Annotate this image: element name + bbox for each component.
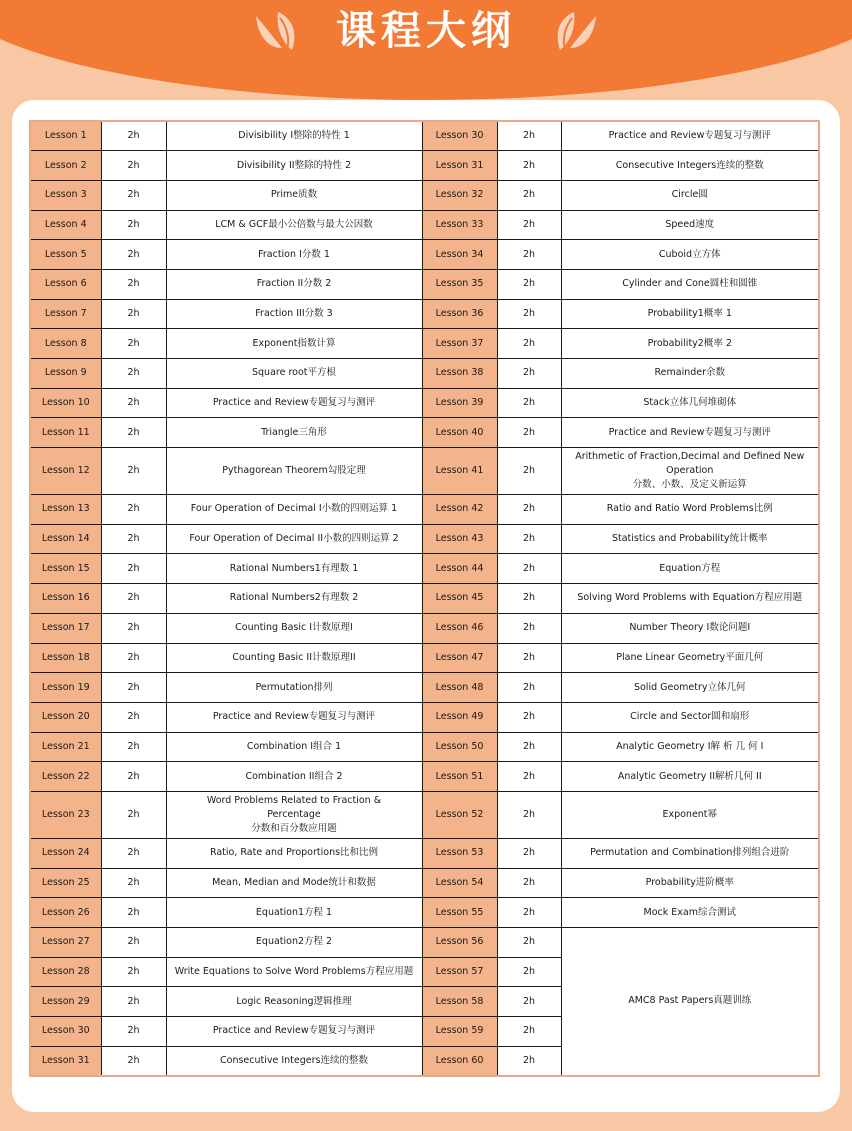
table-row <box>30 732 819 762</box>
topic-line: Divisibility I整除的特性 1 <box>238 130 350 142</box>
lesson-number-cell: Lesson 42 <box>422 495 497 525</box>
lesson-number-cell: Lesson 12 <box>30 448 101 495</box>
lesson-number-cell: Lesson 21 <box>30 732 101 762</box>
topic-line: Four Operation of Decimal II小数的四则运算 2 <box>189 533 399 545</box>
duration-cell: 2h <box>101 448 166 495</box>
lesson-number-cell: Lesson 44 <box>422 554 497 584</box>
topic-cell <box>166 957 422 987</box>
duration-cell: 2h <box>497 643 561 673</box>
duration-cell: 2h <box>497 1017 561 1047</box>
lesson-number-cell: Lesson 59 <box>422 1017 497 1047</box>
lesson-number-cell: Lesson 56 <box>422 928 497 958</box>
duration-cell: 2h <box>497 838 561 868</box>
lesson-number-cell: Lesson 54 <box>422 868 497 898</box>
lesson-number-cell: Lesson 5 <box>30 240 101 270</box>
lesson-number-cell: Lesson 8 <box>30 329 101 359</box>
topic-cell <box>166 495 422 525</box>
duration-cell: 2h <box>497 928 561 958</box>
topic-line: Square root平方根 <box>251 367 336 379</box>
topic-line: Triangle三角形 <box>261 426 327 438</box>
lesson-number-cell: Lesson 37 <box>422 329 497 359</box>
topic-line: Mock Exam综合测试 <box>643 906 736 918</box>
topic-cell <box>166 702 422 732</box>
topic-cell <box>166 329 422 359</box>
topic-line: Divisibility II整除的特性 2 <box>236 159 352 171</box>
topic-line: Analytic Geometry I解 析 几 何 I <box>616 740 764 752</box>
duration-cell: 2h <box>101 524 166 554</box>
lesson-number-cell: Lesson 43 <box>422 524 497 554</box>
topic-line: Statistics and Probability统计概率 <box>611 533 768 545</box>
lesson-number-cell: Lesson 2 <box>30 151 101 181</box>
syllabus-table <box>29 120 820 1077</box>
topic-line: Counting Basic I计数原理I <box>235 622 353 634</box>
topic-line: Fraction I分数 1 <box>258 248 330 260</box>
topic-cell <box>561 359 819 389</box>
table-row <box>30 329 819 359</box>
lesson-number-cell: Lesson 27 <box>30 928 101 958</box>
duration-cell: 2h <box>497 554 561 584</box>
topic-cell <box>561 643 819 673</box>
table-row <box>30 791 819 838</box>
topic-cell <box>561 418 819 448</box>
lesson-number-cell: Lesson 28 <box>30 957 101 987</box>
duration-cell: 2h <box>101 1017 166 1047</box>
lesson-number-cell: Lesson 36 <box>422 299 497 329</box>
duration-cell: 2h <box>101 584 166 614</box>
leaf-decoration-right-icon <box>538 8 600 54</box>
duration-cell: 2h <box>101 898 166 928</box>
duration-cell: 2h <box>101 1046 166 1076</box>
duration-cell: 2h <box>101 791 166 838</box>
lesson-number-cell: Lesson 35 <box>422 269 497 299</box>
topic-line: Plane Linear Geometry平面几何 <box>616 651 764 663</box>
table-row <box>30 269 819 299</box>
duration-cell: 2h <box>497 448 561 495</box>
topic-line: Probability进阶概率 <box>645 876 734 888</box>
duration-cell: 2h <box>497 762 561 792</box>
duration-cell: 2h <box>497 418 561 448</box>
topic-cell <box>561 613 819 643</box>
topic-cell <box>561 240 819 270</box>
topic-line: Logic Reasoning逻辑推理 <box>236 995 352 1007</box>
duration-cell: 2h <box>101 418 166 448</box>
duration-cell: 2h <box>101 928 166 958</box>
lesson-number-cell: Lesson 49 <box>422 702 497 732</box>
topic-line: 分数、小数、及定义新运算 <box>632 479 747 491</box>
topic-cell <box>561 732 819 762</box>
lesson-number-cell: Lesson 24 <box>30 838 101 868</box>
table-row <box>30 643 819 673</box>
lesson-number-cell: Lesson 34 <box>422 240 497 270</box>
lesson-number-cell: Lesson 38 <box>422 359 497 389</box>
topic-cell <box>561 838 819 868</box>
topic-line: Pythagorean Theorem勾股定理 <box>222 465 366 477</box>
topic-cell <box>561 388 819 418</box>
leaf-decoration-left-icon <box>252 8 314 54</box>
duration-cell: 2h <box>101 838 166 868</box>
topic-cell <box>166 180 422 210</box>
topic-line: Percentage <box>267 808 321 820</box>
topic-cell <box>166 1046 422 1076</box>
topic-line: Cuboid立方体 <box>658 248 721 260</box>
lesson-number-cell: Lesson 45 <box>422 584 497 614</box>
topic-line: Solving Word Problems with Equation方程应用题 <box>577 592 803 604</box>
topic-line: Circle圆 <box>671 189 708 201</box>
topic-cell <box>166 121 422 151</box>
topic-cell <box>166 1017 422 1047</box>
topic-cell <box>561 702 819 732</box>
duration-cell: 2h <box>497 388 561 418</box>
topic-line: Practice and Review专题复习与测评 <box>212 711 376 723</box>
topic-cell <box>561 495 819 525</box>
topic-line: Prime质数 <box>270 189 318 201</box>
table-row <box>30 898 819 928</box>
lesson-number-cell: Lesson 40 <box>422 418 497 448</box>
topic-cell <box>166 643 422 673</box>
topic-line: Combination I组合 1 <box>246 740 342 752</box>
duration-cell: 2h <box>101 732 166 762</box>
table-row <box>30 180 819 210</box>
topic-line: LCM & GCF最小公倍数与最大公因数 <box>215 218 373 230</box>
page-title: 课程大纲 <box>336 8 516 54</box>
topic-cell <box>166 868 422 898</box>
topic-cell <box>166 762 422 792</box>
header <box>0 0 852 62</box>
topic-cell <box>166 732 422 762</box>
table-row <box>30 928 819 958</box>
duration-cell: 2h <box>101 121 166 151</box>
lesson-number-cell: Lesson 14 <box>30 524 101 554</box>
topic-cell <box>561 791 819 838</box>
lesson-number-cell: Lesson 25 <box>30 868 101 898</box>
topic-cell <box>561 180 819 210</box>
duration-cell: 2h <box>101 613 166 643</box>
topic-cell <box>561 554 819 584</box>
duration-cell: 2h <box>101 495 166 525</box>
table-row <box>30 121 819 151</box>
topic-line: Consecutive Integers连续的整数 <box>615 159 764 171</box>
duration-cell: 2h <box>497 957 561 987</box>
table-row <box>30 418 819 448</box>
duration-cell: 2h <box>497 524 561 554</box>
table-row <box>30 151 819 181</box>
lesson-number-cell: Lesson 19 <box>30 673 101 703</box>
topic-cell <box>561 898 819 928</box>
lesson-number-cell: Lesson 46 <box>422 613 497 643</box>
topic-cell <box>166 898 422 928</box>
topic-cell <box>561 524 819 554</box>
topic-line: Consecutive Integers连续的整数 <box>220 1054 368 1066</box>
lesson-number-cell: Lesson 30 <box>30 1017 101 1047</box>
topic-line: Equation1方程 1 <box>255 906 333 918</box>
duration-cell: 2h <box>101 388 166 418</box>
duration-cell: 2h <box>497 987 561 1017</box>
topic-cell <box>561 269 819 299</box>
topic-cell <box>166 418 422 448</box>
table-row <box>30 359 819 389</box>
topic-cell <box>166 554 422 584</box>
topic-cell <box>166 151 422 181</box>
lesson-number-cell: Lesson 11 <box>30 418 101 448</box>
topic-line: Mean, Median and Mode统计和数据 <box>212 876 376 888</box>
topic-cell <box>166 524 422 554</box>
topic-line: Rational Numbers2有理数 2 <box>229 592 359 604</box>
topic-line: Practice and Review专题复习与测评 <box>212 1025 376 1037</box>
topic-line: Analytic Geometry II解析几何 II <box>617 770 762 782</box>
topic-line: 分数和百分数应用题 <box>251 822 337 834</box>
duration-cell: 2h <box>101 702 166 732</box>
duration-cell: 2h <box>101 151 166 181</box>
duration-cell: 2h <box>497 613 561 643</box>
topic-cell <box>561 121 819 151</box>
topic-line: Fraction III分数 3 <box>255 307 333 319</box>
duration-cell: 2h <box>497 1046 561 1076</box>
lesson-number-cell: Lesson 10 <box>30 388 101 418</box>
topic-cell <box>561 210 819 240</box>
lesson-number-cell: Lesson 22 <box>30 762 101 792</box>
duration-cell: 2h <box>497 732 561 762</box>
topic-line: Stack立体几何堆砌体 <box>643 397 737 409</box>
lesson-number-cell: Lesson 55 <box>422 898 497 928</box>
lesson-number-cell: Lesson 16 <box>30 584 101 614</box>
topic-line: Speed速度 <box>665 218 715 230</box>
lesson-number-cell: Lesson 29 <box>30 987 101 1017</box>
duration-cell: 2h <box>497 791 561 838</box>
lesson-number-cell: Lesson 1 <box>30 121 101 151</box>
topic-cell <box>166 928 422 958</box>
duration-cell: 2h <box>497 584 561 614</box>
topic-line: Practice and Review专题复习与测评 <box>608 130 771 142</box>
lesson-number-cell: Lesson 23 <box>30 791 101 838</box>
topic-line: Write Equations to Solve Word Problems方程应用题 <box>174 966 414 978</box>
duration-cell: 2h <box>497 359 561 389</box>
duration-cell: 2h <box>101 987 166 1017</box>
duration-cell: 2h <box>101 269 166 299</box>
topic-cell <box>561 762 819 792</box>
duration-cell: 2h <box>101 957 166 987</box>
table-row <box>30 524 819 554</box>
topic-line: Probability1概率 1 <box>647 307 732 319</box>
lesson-number-cell: Lesson 48 <box>422 673 497 703</box>
lesson-number-cell: Lesson 53 <box>422 838 497 868</box>
topic-cell <box>166 210 422 240</box>
duration-cell: 2h <box>497 898 561 928</box>
topic-line: Exponent幂 <box>662 808 718 820</box>
lesson-number-cell: Lesson 17 <box>30 613 101 643</box>
lesson-number-cell: Lesson 20 <box>30 702 101 732</box>
topic-line: Permutation and Combination排列组合进阶 <box>590 847 790 859</box>
duration-cell: 2h <box>497 329 561 359</box>
table-row <box>30 554 819 584</box>
topic-line: Rational Numbers1有理数 1 <box>229 562 359 574</box>
lesson-number-cell: Lesson 31 <box>422 151 497 181</box>
duration-cell: 2h <box>497 210 561 240</box>
lesson-number-cell: Lesson 58 <box>422 987 497 1017</box>
duration-cell: 2h <box>497 180 561 210</box>
duration-cell: 2h <box>497 240 561 270</box>
lesson-number-cell: Lesson 15 <box>30 554 101 584</box>
duration-cell: 2h <box>101 359 166 389</box>
lesson-number-cell: Lesson 7 <box>30 299 101 329</box>
duration-cell: 2h <box>101 868 166 898</box>
lesson-number-cell: Lesson 9 <box>30 359 101 389</box>
topic-cell <box>166 613 422 643</box>
duration-cell: 2h <box>101 210 166 240</box>
topic-line: Equation方程 <box>659 562 721 574</box>
topic-cell <box>561 448 819 495</box>
topic-cell <box>561 584 819 614</box>
lesson-number-cell: Lesson 57 <box>422 957 497 987</box>
lesson-number-cell: Lesson 41 <box>422 448 497 495</box>
duration-cell: 2h <box>101 329 166 359</box>
topic-line: Probability2概率 2 <box>647 337 732 349</box>
topic-line: Permutation排列 <box>255 681 333 693</box>
topic-line: Counting Basic II计数原理II <box>232 651 356 663</box>
duration-cell: 2h <box>101 240 166 270</box>
topic-cell <box>166 240 422 270</box>
topic-cell <box>561 868 819 898</box>
topic-line: Number Theory I数论问题I <box>629 622 751 634</box>
lesson-number-cell: Lesson 32 <box>422 180 497 210</box>
lesson-number-cell: Lesson 50 <box>422 732 497 762</box>
table-row <box>30 702 819 732</box>
lesson-number-cell: Lesson 13 <box>30 495 101 525</box>
topic-cell <box>166 299 422 329</box>
topic-line: Equation2方程 2 <box>255 936 333 948</box>
topic-cell <box>166 388 422 418</box>
topic-line: Word Problems Related to Fraction & <box>206 794 382 806</box>
topic-cell <box>166 584 422 614</box>
table-row <box>30 584 819 614</box>
topic-line: Remainder余数 <box>654 367 726 379</box>
table-row <box>30 762 819 792</box>
lesson-number-cell: Lesson 47 <box>422 643 497 673</box>
topic-line: Ratio, Rate and Proportions比和比例 <box>209 847 379 859</box>
lesson-number-cell: Lesson 33 <box>422 210 497 240</box>
lesson-number-cell: Lesson 51 <box>422 762 497 792</box>
topic-cell <box>166 987 422 1017</box>
topic-cell <box>166 673 422 703</box>
table-row <box>30 299 819 329</box>
lesson-number-cell: Lesson 52 <box>422 791 497 838</box>
topic-line: Operation <box>666 465 714 477</box>
topic-line: Exponent指数计算 <box>252 337 336 349</box>
lesson-number-cell: Lesson 26 <box>30 898 101 928</box>
table-row <box>30 448 819 495</box>
topic-line: Cylinder and Cone圆柱和圆锥 <box>622 278 758 290</box>
topic-line: Four Operation of Decimal I小数的四则运算 1 <box>190 503 398 515</box>
lesson-number-cell: Lesson 18 <box>30 643 101 673</box>
duration-cell: 2h <box>101 299 166 329</box>
duration-cell: 2h <box>497 299 561 329</box>
duration-cell: 2h <box>101 180 166 210</box>
table-row <box>30 868 819 898</box>
topic-cell <box>561 673 819 703</box>
topic-line: Solid Geometry立体几何 <box>633 681 746 693</box>
table-row <box>30 210 819 240</box>
topic-cell <box>166 359 422 389</box>
duration-cell: 2h <box>497 495 561 525</box>
topic-cell <box>561 329 819 359</box>
lesson-number-cell: Lesson 6 <box>30 269 101 299</box>
lesson-number-cell: Lesson 4 <box>30 210 101 240</box>
lesson-number-cell: Lesson 60 <box>422 1046 497 1076</box>
topic-cell <box>561 299 819 329</box>
lesson-number-cell: Lesson 30 <box>422 121 497 151</box>
duration-cell: 2h <box>101 643 166 673</box>
table-row <box>30 838 819 868</box>
topic-line: Fraction II分数 2 <box>256 278 332 290</box>
topic-line: Combination II组合 2 <box>245 770 343 782</box>
table-row <box>30 240 819 270</box>
duration-cell: 2h <box>497 702 561 732</box>
duration-cell: 2h <box>497 673 561 703</box>
lesson-number-cell: Lesson 3 <box>30 180 101 210</box>
topic-cell <box>166 269 422 299</box>
lesson-number-cell: Lesson 39 <box>422 388 497 418</box>
topic-line: Practice and Review专题复习与测评 <box>212 397 376 409</box>
duration-cell: 2h <box>497 269 561 299</box>
topic-cell <box>166 448 422 495</box>
topic-cell <box>561 151 819 181</box>
table-row <box>30 613 819 643</box>
duration-cell: 2h <box>497 151 561 181</box>
duration-cell: 2h <box>497 868 561 898</box>
duration-cell: 2h <box>101 673 166 703</box>
merged-topic-cell: AMC8 Past Papers真题训练 <box>561 928 819 1076</box>
table-row <box>30 673 819 703</box>
topic-line: Circle and Sector圆和扇形 <box>630 711 750 723</box>
duration-cell: 2h <box>497 121 561 151</box>
table-row <box>30 495 819 525</box>
topic-cell <box>166 838 422 868</box>
topic-line: Ratio and Ratio Word Problems比例 <box>606 503 773 515</box>
table-row <box>30 388 819 418</box>
topic-line: Arithmetic of Fraction,Decimal and Defined New <box>575 451 805 463</box>
lesson-number-cell: Lesson 31 <box>30 1046 101 1076</box>
topic-cell <box>166 791 422 838</box>
duration-cell: 2h <box>101 762 166 792</box>
topic-line: Practice and Review专题复习与测评 <box>608 426 771 438</box>
duration-cell: 2h <box>101 554 166 584</box>
